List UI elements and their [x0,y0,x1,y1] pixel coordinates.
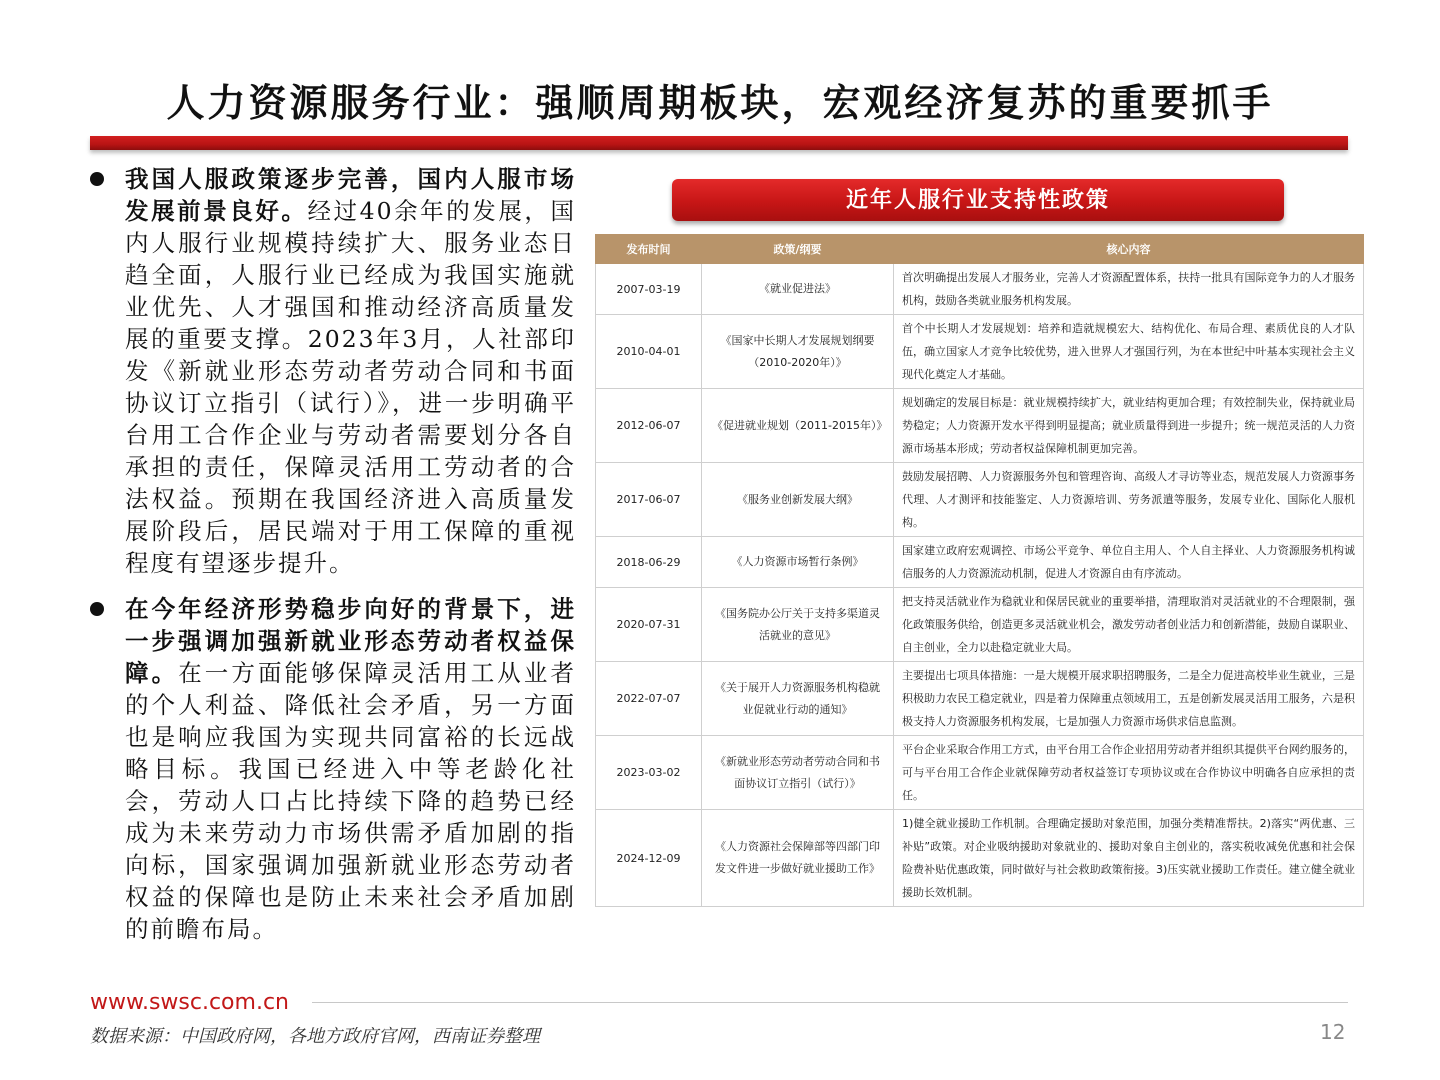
bullet-paragraph-1 [90,163,576,579]
cell-policy-name: 《国家中长期人才发展规划纲要（2010-2020年）》 [702,315,894,389]
table-row [596,315,1364,389]
table-header-row [596,235,1364,264]
bullet-1-text: 经过40余年的发展，国内人服行业规模持续扩大、服务业态日趋全面，人服行业已经成为我国实施就业优先、人才强国和推动经济高质量发展的重要支撑。2023年3月，人社部印发《新就业形态劳动者劳动合同和书面协议订立指引（试行）》，进一步明确平台用工合作企业与劳动者需要划分各自承担的责任，保障灵活用工劳动者的合法权益。预期在我国经济进入高质量发展阶段后，居民端对于用工保障的重视程度有望逐步提升。 [125,197,577,577]
cell-date: 2023-03-02 [596,736,702,810]
table-row [596,463,1364,537]
cell-policy-name: 《人力资源社会保障部等四部门印发文件进一步做好就业援助工作》 [702,810,894,907]
cell-core-content: 鼓励发展招聘、人力资源服务外包和管理咨询、高级人才寻访等业态，规范发展人力资源事务代理、人才测评和技能鉴定、人力资源培训、劳务派遣等服务，发展专业化、国际化人服机构。 [894,463,1364,537]
title-divider-bar [90,136,1348,150]
body-text [90,163,576,959]
cell-date: 2018-06-29 [596,537,702,588]
policy-table [595,234,1364,907]
bullet-2-text: 在一方面能够保障灵活用工从业者的个人利益、降低社会矛盾，另一方面也是响应我国为实现共同富裕的长远战略目标。我国已经进入中等老龄化社会，劳动人口占比持续下降的趋势已经成为未来劳动力市场供需矛盾加剧的指向标，国家强调加强新就业形态劳动者权益的保障也是防止未来社会矛盾加剧的前瞻布局。 [125,659,576,943]
page-title: 人力资源服务行业：强顺周期板块，宏观经济复苏的重要抓手 [166,80,1274,125]
cell-policy-name: 《关于展开人力资源服务机构稳就业促就业行动的通知》 [702,662,894,736]
cell-core-content: 平台企业采取合作用工方式，由平台用工合作企业招用劳动者并组织其提供平台网约服务的，可与平台用工合作企业就保障劳动者权益签订专项协议或在合作协议中明确各自应承担的责任。 [894,736,1364,810]
column-header-core: 核心内容 [894,235,1364,264]
cell-core-content: 1)健全就业援助工作机制。合理确定援助对象范围，加强分类精准帮扶。2)落实“两优惠、三补贴”政策。对企业吸纳援助对象就业的、援助对象自主创业的，落实税收减免优惠和社会保险费补贴优惠政策，同时做好与社会救助政策衔接。3)压实就业援助工作责任。建立健全就业援助长效机制。 [894,810,1364,907]
column-header-date: 发布时间 [596,235,702,264]
bullet-2-heading: 在今年经济形势稳步向好的背景下，进一步强调加强新就业形态劳动者权益保障。 [125,595,576,687]
cell-policy-name: 《服务业创新发展大纲》 [702,463,894,537]
cell-policy-name: 《促进就业规划（2011-2015年）》 [702,389,894,463]
table-body [596,264,1364,907]
policy-table-container [595,234,1363,907]
table-row [596,389,1364,463]
cell-core-content: 规划确定的发展目标是：就业规模持续扩大，就业结构更加合理；有效控制失业，保持就业局势稳定；人力资源开发水平得到明显提高；就业质量得到进一步提升；统一规范灵活的人力资源市场基本形成；劳动者权益保障机制更加完善。 [894,389,1364,463]
column-header-policy: 政策/纲要 [702,235,894,264]
cell-policy-name: 《国务院办公厅关于支持多渠道灵活就业的意见》 [702,588,894,662]
bullet-paragraph-2 [90,593,576,945]
table-row [596,810,1364,907]
cell-policy-name: 《就业促进法》 [702,264,894,315]
cell-date: 2024-12-09 [596,810,702,907]
table-row [596,736,1364,810]
table-row [596,588,1364,662]
table-row [596,662,1364,736]
cell-core-content: 首次明确提出发展人才服务业，完善人才资源配置体系，扶持一批具有国际竞争力的人才服务机构，鼓励各类就业服务机构发展。 [894,264,1364,315]
cell-core-content: 首个中长期人才发展规划：培养和造就规模宏大、结构优化、布局合理、素质优良的人才队伍，确立国家人才竞争比较优势，进入世界人才强国行列，为在本世纪中叶基本实现社会主义现代化奠定人才基础。 [894,315,1364,389]
cell-core-content: 主要提出七项具体措施：一是大规模开展求职招聘服务，二是全力促进高校毕业生就业，三是积极助力农民工稳定就业，四是着力保障重点领域用工，五是创新发展灵活用工服务，六是积极支持人力资源服务机构发展，七是加强人力资源市场供求信息监测。 [894,662,1364,736]
cell-date: 2010-04-01 [596,315,702,389]
bullet-1-heading: 我国人服政策逐步完善，国内人服市场发展前景良好。 [125,165,576,225]
cell-date: 2012-06-07 [596,389,702,463]
footer-divider [312,1002,1348,1003]
cell-core-content: 国家建立政府宏观调控、市场公平竞争、单位自主用人、个人自主择业、人力资源服务机构诚信服务的人力资源流动机制，促进人才资源自由有序流动。 [894,537,1364,588]
bullet-dot-icon [90,602,104,616]
cell-date: 2020-07-31 [596,588,702,662]
cell-date: 2017-06-07 [596,463,702,537]
bullet-dot-icon [90,172,104,186]
table-heading: 近年人服行业支持性政策 [672,179,1284,221]
cell-core-content: 把支持灵活就业作为稳就业和保居民就业的重要举措，清理取消对灵活就业的不合理限制，强化政策服务供给，创造更多灵活就业机会，激发劳动者创业活力和创新潜能，鼓励自谋职业、自主创业，全力以赴稳定就业大局。 [894,588,1364,662]
cell-date: 2022-07-07 [596,662,702,736]
page-number: 12 [1320,1020,1346,1044]
data-source-note: 数据来源：中国政府网，各地方政府官网，西南证券整理 [90,1026,540,1047]
table-row [596,264,1364,315]
cell-policy-name: 《新就业形态劳动者劳动合同和书面协议订立指引（试行）》 [702,736,894,810]
cell-date: 2007-03-19 [596,264,702,315]
cell-policy-name: 《人力资源市场暂行条例》 [702,537,894,588]
table-row [596,537,1364,588]
footer-url: www.swsc.com.cn [90,990,289,1015]
